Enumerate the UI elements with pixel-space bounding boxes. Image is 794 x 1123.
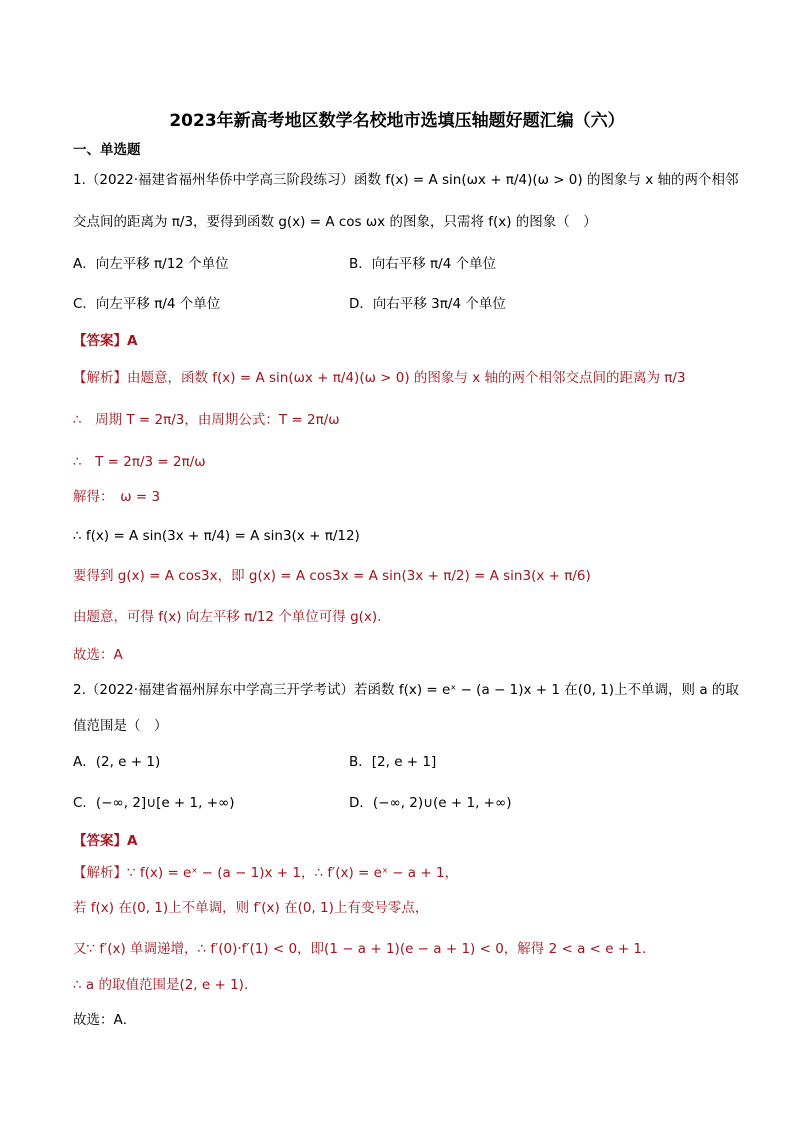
q2-answer: 【答案】A: [73, 833, 138, 849]
q2-option-c: C．(−∞, 2]∪[e + 1, +∞): [73, 795, 235, 811]
q1-solution-5: ∴ f(x) = A sin(3x + π/4) = A sin3(x + π/12): [73, 528, 360, 544]
q2-option-b: B．[2, e + 1]: [349, 754, 437, 770]
q2-stem-line2: 值范围是（ ）: [73, 718, 168, 734]
q1-solution-2: ∴ 周期 T = 2π/3，由周期公式：T = 2π/ω: [73, 412, 340, 428]
q1-answer: 【答案】A: [73, 333, 138, 349]
q1-option-a: A．向左平移 π/12 个单位: [73, 256, 229, 272]
section-heading: 一、单选题: [73, 142, 141, 158]
q1-stem-line2: 交点间的距离为 π/3，要得到函数 g(x) = A cos ωx 的图象，只需将 f(x) 的图象（ ）: [73, 214, 597, 230]
q2-solution-5: 故选：A．: [73, 1012, 137, 1028]
q1-solution-3: ∴ T = 2π/3 = 2π/ω: [73, 454, 206, 470]
q2-option-a: A．(2, e + 1): [73, 754, 161, 770]
q1-solution-8: 故选：A: [73, 647, 123, 663]
q2-solution-2: 若 f(x) 在(0, 1)上不单调，则 f′(x) 在(0, 1)上有变号零点，: [73, 900, 429, 916]
q1-solution-1: 【解析】由题意，函数 f(x) = A sin(ωx + π/4)(ω > 0) 的图象与 x 轴的两个相邻交点间的距离为 π/3: [73, 370, 686, 386]
q2-solution-1: 【解析】∵ f(x) = eˣ − (a − 1)x + 1，∴ f′(x) = eˣ − a + 1，: [73, 865, 459, 881]
q2-solution-3: 又∵ f′(x) 单调递增，∴ f′(0)·f′(1) < 0，即(1 − a + 1)(e − a + 1) < 0，解得 2 < a < e + 1．: [73, 941, 656, 957]
q1-solution-6: 要得到 g(x) = A cos3x，即 g(x) = A cos3x = A sin(3x + π/2) = A sin3(x + π/6): [73, 568, 591, 584]
q1-option-c: C．向左平移 π/4 个单位: [73, 296, 221, 312]
q1-solution-7: 由题意，可得 f(x) 向左平移 π/12 个单位可得 g(x).: [73, 609, 382, 625]
q1-option-b: B．向右平移 π/4 个单位: [349, 256, 497, 272]
q1-solution-4: 解得： ω = 3: [73, 489, 161, 505]
q1-option-d: D．向右平移 3π/4 个单位: [349, 296, 506, 312]
q2-stem-line1: 2.（2022·福建省福州屏东中学高三开学考试）若函数 f(x) = eˣ − (a − 1)x + 1 在(0, 1)上不单调，则 a 的取: [73, 682, 739, 698]
q2-solution-4: ∴ a 的取值范围是(2, e + 1)．: [73, 977, 258, 993]
q2-option-d: D．(−∞, 2)∪(e + 1, +∞): [349, 795, 512, 811]
q1-stem-line1: 1.（2022·福建省福州华侨中学高三阶段练习）函数 f(x) = A sin(ωx + π/4)(ω > 0) 的图象与 x 轴的两个相邻: [73, 172, 739, 188]
page-title: 2023年新高考地区数学名校地市选填压轴题好题汇编（六）: [169, 111, 625, 131]
